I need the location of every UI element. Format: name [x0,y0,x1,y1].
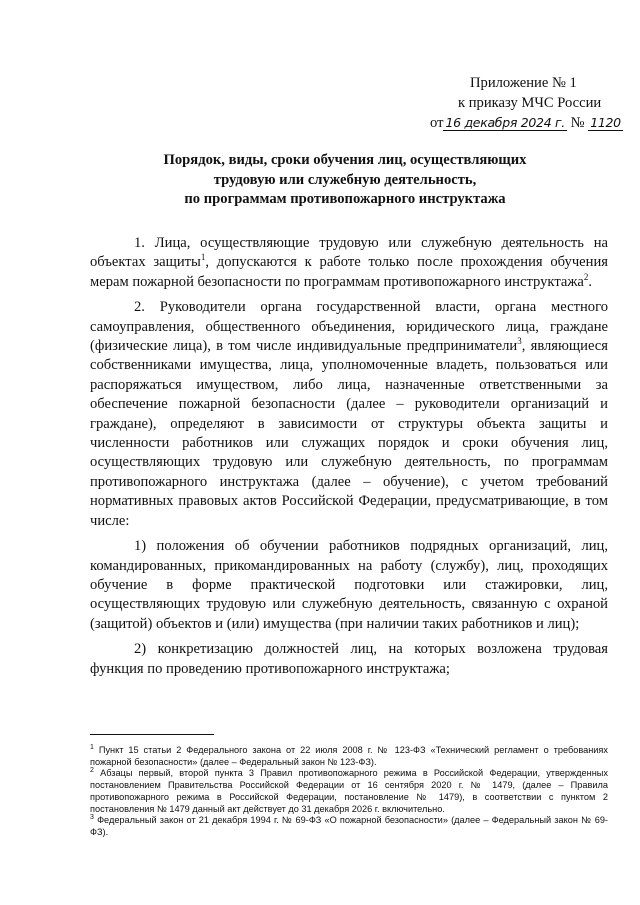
footnote-3-number: 3 [90,814,94,822]
document-title [100,151,590,210]
list-item-1: 1) положения об обучении работников подрядных организаций, лиц, командированных, прикомандированных на работу (службу), лиц, проходящих обучение в форме практической подготовки или стажировки, лиц, осуществляющих трудовую или служебную деятельность, связанную с охраной (защитой) объектов и (или) имущества (при наличии таких работников и лиц); [90,538,608,632]
paragraph-2-text-a: 2. Руководители органа государственной власти, органа местного самоуправления, общественного объединения, юридического лица, граждане (физические лица), в том числе индивидуальные предприниматели [90,299,608,355]
handwritten-date: 16 декабря 2024 г. [445,115,565,130]
footnote-3-text: Федеральный закон от 21 декабря 1994 г. № 69-ФЗ «О пожарной безопасности» (далее – Федеральный закон № 69-ФЗ). [90,815,608,837]
footnote-divider [90,734,214,735]
date-prefix: от [430,115,444,131]
list-item-2: 2) конкретизацию должностей лиц, на которых возложена трудовая функция по проведению противопожарного инструктажа; [90,641,608,677]
title-line-2: трудовую или служебную деятельность, [213,171,477,188]
appendix-header [430,74,620,134]
appendix-order-ref: к приказу МЧС России [458,94,602,111]
title-line-3: по программам противопожарного инструктажа [184,191,506,208]
footnote-ref-3: 3 [517,336,522,347]
appendix-date-line [430,113,620,134]
number-prefix: № [570,115,585,131]
footnotes [90,745,608,839]
paragraph-2-text-b: , являющиеся собственниками имущества, лица, уполномоченные владеть, пользоваться или распоряжаться имуществом, либо лица, назначенные ответственными за обеспечение пожарной безопасности (далее – руководители организаций и граждане), определяют в зависимости от структуры объекта защиты и численности работников или служащих порядок и сроки обучения лиц, осуществляющих трудовую или служебную деятельность, по программам противопожарного инструктажа (далее – обучение), с учетом требований нормативных правовых актов Российской Федерации, предусматривающие, в том числе: [90,338,608,529]
title-line-1: Порядок, виды, сроки обучения лиц, осуществляющих [163,152,527,168]
handwritten-number: 1120 [590,115,621,130]
paragraph-1-text-b: , допускаются к работе только после прохождения обучения мерам пожарной безопасности по программам противопожарного инструктажа [90,254,608,290]
footnote-2-text: Абзацы первый, второй пункта 3 Правил противопожарного режима в Российской Федерации, утвержденных постановлением Правительства Российской Федерации от 16 сентября 2020 г. № 1479, (далее – Правила противопожарного режима в Российской Федерации, постановление № 1479), в соответствии с пунктом 2 постановления № 1479 данный акт действует до 31 декабря 2026 г. включительно. [90,768,608,814]
footnote-3 [90,815,608,838]
paragraph-1 [90,234,608,292]
footnote-1 [90,745,608,768]
footnote-ref-2: 2 [583,271,589,282]
footnote-2-number: 2 [90,767,94,775]
paragraph-1-text-a: 1. Лица, осуществляющие трудовую или служебную деятельность на объектах защиты [90,235,608,271]
footnote-1-text: Пункт 15 статьи 2 Федерального закона от 22 июля 2008 г. № 123-ФЗ «Технический регламент о требованиях пожарной безопасности» (далее – Федеральный закон № 123-ФЗ). [90,745,608,767]
footnote-ref-1: 1 [200,252,206,263]
appendix-number: Приложение № 1 [470,75,577,91]
footnote-1-number: 1 [90,743,94,751]
document-body [90,234,608,685]
paragraph-2 [90,298,608,531]
paragraph-1-text-c: . [588,273,593,290]
footnote-2 [90,768,608,815]
